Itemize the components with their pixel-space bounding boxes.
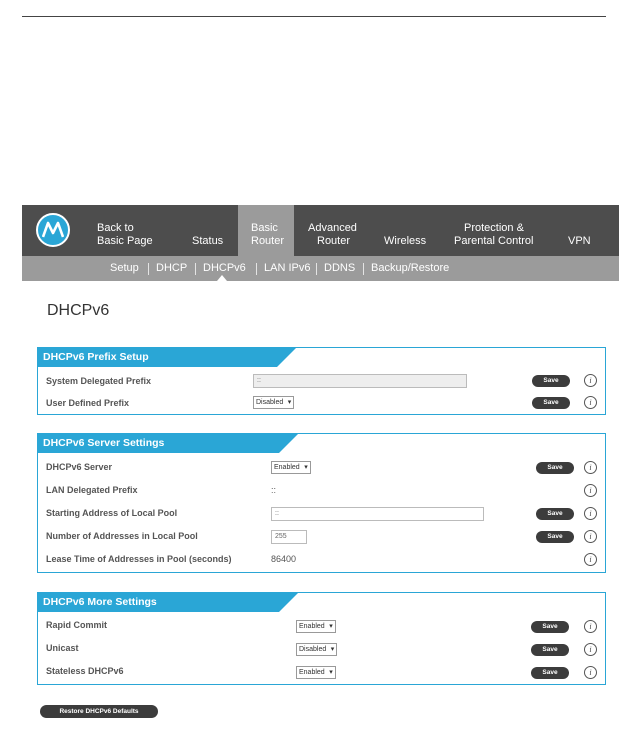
nav-protection-parental[interactable] <box>454 205 544 256</box>
save-button[interactable]: Save <box>531 667 569 679</box>
row-system-delegated-prefix <box>46 371 599 393</box>
row-lease-time <box>46 549 599 571</box>
nav-protection-line1: Protection & <box>464 222 524 234</box>
subnav-divider <box>148 263 149 275</box>
nav-protection-line2: Parental Control <box>454 235 534 247</box>
section-prefix-setup <box>37 347 606 415</box>
info-icon[interactable]: i <box>584 643 597 656</box>
nav-status-label: Status <box>192 235 224 247</box>
info-icon[interactable]: i <box>584 553 597 566</box>
lan-delegated-prefix-value: :: <box>271 485 277 495</box>
field-label: User Defined Prefix <box>46 398 130 408</box>
subnav-lan-ipv6[interactable]: LAN IPv6 <box>264 262 311 274</box>
system-delegated-prefix-field[interactable]: :: <box>253 374 467 388</box>
section-server-settings <box>37 433 606 573</box>
user-defined-prefix-select[interactable]: Disabled ▾ <box>253 396 294 409</box>
nav-advanced-line1: Advanced <box>308 222 357 234</box>
nav-wireless[interactable] <box>384 205 434 256</box>
info-icon[interactable]: i <box>584 396 597 409</box>
nav-wireless-label: Wireless <box>384 235 427 247</box>
field-label: System Delegated Prefix <box>46 376 152 386</box>
field-label: Number of Addresses in Local Pool <box>46 531 198 541</box>
subnav-divider <box>316 263 317 275</box>
page-title: DHCPv6 <box>47 302 110 319</box>
save-button[interactable]: Save <box>536 531 574 543</box>
row-starting-address <box>46 503 599 525</box>
subnav-ddns[interactable]: DDNS <box>324 262 356 274</box>
starting-address-field[interactable]: :: <box>271 507 484 521</box>
top-nav <box>22 205 619 256</box>
section-title: DHCPv6 More Settings <box>43 596 157 608</box>
section-title: DHCPv6 Server Settings <box>43 437 165 449</box>
motorola-logo-icon[interactable] <box>36 213 70 247</box>
info-icon[interactable]: i <box>584 620 597 633</box>
field-label: DHCPv6 Server <box>46 462 113 472</box>
sub-nav <box>22 256 619 281</box>
section-more-settings <box>37 592 606 685</box>
nav-basic-line1: Basic <box>251 222 278 234</box>
info-icon[interactable]: i <box>584 374 597 387</box>
row-stateless-dhcpv6 <box>46 661 599 683</box>
nav-back-line2: Basic Page <box>97 235 153 247</box>
field-label: Stateless DHCPv6 <box>46 666 124 676</box>
restore-defaults-button[interactable]: Restore DHCPv6 Defaults <box>40 705 158 718</box>
number-of-addresses-field[interactable]: 255 <box>271 530 307 544</box>
row-unicast <box>46 638 599 660</box>
nav-advanced-router[interactable] <box>308 205 368 256</box>
subnav-dhcp[interactable]: DHCP <box>156 262 188 274</box>
nav-basic-line2: Router <box>251 235 285 247</box>
nav-basic-router[interactable] <box>238 205 294 256</box>
row-lan-delegated-prefix <box>46 480 599 502</box>
info-icon[interactable]: i <box>584 666 597 679</box>
router-admin-frame <box>22 205 619 735</box>
save-button[interactable]: Save <box>531 644 569 656</box>
unicast-select[interactable]: Disabled ▾ <box>296 643 337 656</box>
nav-back-to-basic[interactable] <box>97 205 167 256</box>
save-button[interactable]: Save <box>532 375 570 387</box>
field-label: Unicast <box>46 643 79 653</box>
lease-time-value: 86400 <box>271 554 297 564</box>
row-user-defined-prefix <box>46 393 599 415</box>
nav-vpn[interactable] <box>568 205 598 256</box>
section-title: DHCPv6 Prefix Setup <box>43 351 149 363</box>
subnav-divider <box>363 263 364 275</box>
field-label: Lease Time of Addresses in Pool (seconds) <box>46 554 232 564</box>
subnav-setup[interactable]: Setup <box>110 262 139 274</box>
save-button[interactable]: Save <box>532 397 570 409</box>
dhcpv6-server-select[interactable]: Enabled ▾ <box>271 461 311 474</box>
row-rapid-commit <box>46 615 599 637</box>
nav-status[interactable] <box>192 205 237 256</box>
nav-back-line1: Back to <box>97 222 134 234</box>
nav-vpn-label: VPN <box>568 235 591 247</box>
field-label: LAN Delegated Prefix <box>46 485 138 495</box>
subnav-divider <box>256 263 257 275</box>
info-icon[interactable]: i <box>584 461 597 474</box>
info-icon[interactable]: i <box>584 484 597 497</box>
subnav-dhcpv6[interactable]: DHCPv6 <box>203 262 246 274</box>
active-tab-caret <box>217 275 227 281</box>
save-button[interactable]: Save <box>536 508 574 520</box>
field-label: Rapid Commit <box>46 620 108 630</box>
save-button[interactable]: Save <box>536 462 574 474</box>
field-label: Starting Address of Local Pool <box>46 508 178 518</box>
subnav-divider <box>195 263 196 275</box>
page-top-rule <box>22 16 606 17</box>
info-icon[interactable]: i <box>584 507 597 520</box>
row-dhcpv6-server <box>46 457 599 479</box>
save-button[interactable]: Save <box>531 621 569 633</box>
nav-advanced-line2: Router <box>317 235 351 247</box>
row-number-of-addresses <box>46 526 599 548</box>
rapid-commit-select[interactable]: Enabled ▾ <box>296 620 336 633</box>
stateless-dhcpv6-select[interactable]: Enabled ▾ <box>296 666 336 679</box>
info-icon[interactable]: i <box>584 530 597 543</box>
subnav-backup-restore[interactable]: Backup/Restore <box>371 262 450 274</box>
